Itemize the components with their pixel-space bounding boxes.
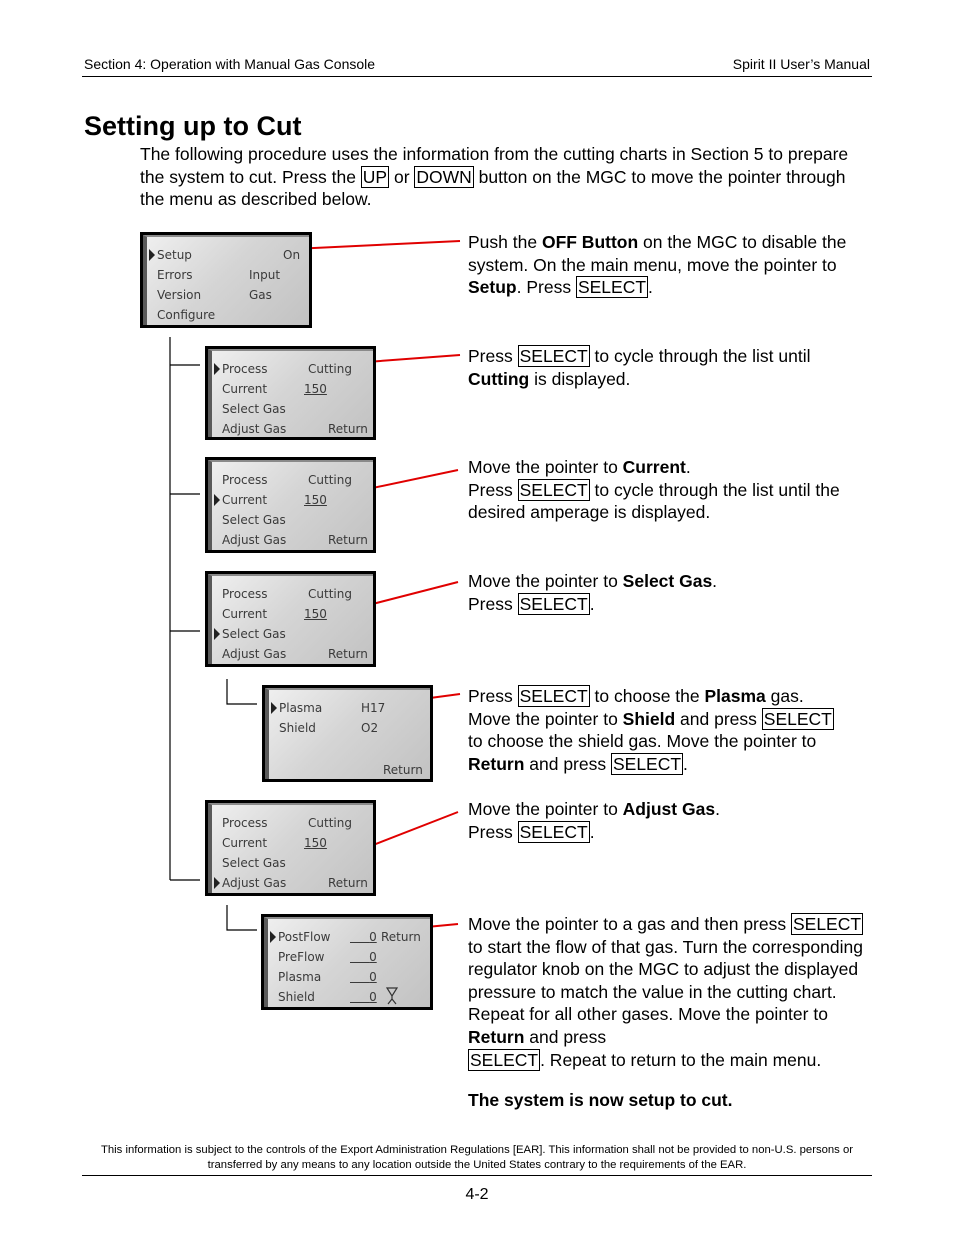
lcd-select-gas: Select Gas [222,513,286,527]
lcd-process-menu-current [205,457,376,553]
lcd-current: Current [222,493,268,507]
lcd-shield-value: O2 [361,721,379,735]
select-button-ref: SELECT [763,708,832,729]
footer-rule [82,1175,872,1176]
lcd-plasma: Plasma [279,701,323,715]
lcd-process: Process [222,362,268,376]
lcd-adjust-gas: Adjust Gas [222,876,287,890]
lcd-current: Current [222,382,268,396]
select-button-ref: SELECT [519,686,588,706]
branch-adjust-screen [227,905,257,930]
lcd-preflow-value: 0 [369,950,377,964]
lcd-process-menu-adjust-gas [205,800,376,896]
intro-text-2: button on the MGC to move the pointer through the menu as described below. [140,166,846,209]
lcd-shield: Shield [279,721,316,735]
up-button-ref: UP [362,166,388,187]
lcd-errors: Errors [157,268,193,282]
select-button-ref: SELECT [519,821,588,842]
down-button-ref: DOWN [416,166,472,187]
lcd-return: Return [328,422,368,436]
lcd-process: Process [222,473,268,487]
step-6-text: Move the pointer to Adjust Gas. Press SELECT . [468,799,720,842]
lcd-adjust-gas: Adjust Gas [222,422,287,436]
lcd-adjust-gas: Adjust Gas [222,533,287,547]
lcd-current: Current [222,607,268,621]
lcd-return: Return [328,647,368,661]
lcd-amps: 150 [304,382,327,396]
lcd-plasma-value: H17 [361,701,386,715]
lcd-process: Process [222,587,268,601]
menu-pointer-icon [214,877,220,889]
intro-or: or [389,166,415,187]
step-4-text: Move the pointer to Select Gas. Press SELECT . [468,571,718,614]
lcd-cutting: Cutting [308,587,352,601]
intro-text-1: The following procedure uses the information from the cutting charts in Section 5 to prepare the system to cut. Press the [140,144,849,187]
lcd-return: Return [328,533,368,547]
select-button-ref: SELECT [519,479,588,500]
lcd-on: On [283,248,301,262]
lcd-process-menu-process [205,346,376,440]
lcd-select-gas: Select Gas [222,627,286,641]
gas-valve-icon [386,987,398,1011]
export-control-notice: This information is subject to the controls of the Export Administration Regulations [EAR]. This information shall not be provided to non-U.S. persons or transferred by any means to any location outside the United States contrary to the requirements of the EAR. [100,1144,854,1171]
lcd-amps: 150 [304,607,327,621]
select-button-ref: SELECT [792,914,862,934]
lcd-select-gas: Select Gas [222,856,286,870]
lcd-shield: Shield [278,990,315,1004]
lcd-version: Version [157,288,202,302]
lcd-adjust-gas-screen [261,914,433,1010]
menu-pointer-icon [271,702,277,714]
lcd-configure: Configure [157,308,216,322]
page-title: Setting up to Cut [84,111,302,141]
lcd-amps: 150 [304,836,327,850]
lcd-postflow: PostFlow [278,930,331,944]
select-button-ref: SELECT [519,593,588,614]
lcd-adjust-gas: Adjust Gas [222,647,287,661]
step-5-text: Press SELECT to choose the Plasma gas. Move the pointer to Shield and press SELECT to choose the shield gas. Move the pointer to Return and press SELECT . [468,686,832,774]
menu-pointer-icon [149,249,155,261]
branch-gas-screen [227,679,257,704]
lcd-return: Return [383,763,423,777]
step-7-text: Move the pointer to a gas and then press SELECT to start the flow of that gas. Turn the corresponding regulator knob on the MGC to adjust the displayed pressure to match the value in the cutting chart. Repeat for all other gases. Move the pointer to Return and press SELECT . Repeat to return to the main menu. [468,914,863,1070]
lcd-input-gas: Input Gas [249,268,281,302]
lcd-process: Process [222,816,268,830]
step-2-text: Press SELECT to cycle through the list until Cutting is displayed. [468,346,811,389]
lcd-shield-value: 0 [369,990,377,1004]
lcd-setup: Setup [157,248,192,262]
lcd-main-menu [140,232,312,328]
lcd-gas-select [262,685,433,782]
lcd-plasma: Plasma [278,970,322,984]
select-button-ref: SELECT [612,753,682,774]
lcd-plasma-value: 0 [369,970,377,984]
menu-pointer-icon [270,931,276,943]
lcd-process-menu-select-gas [205,571,376,667]
lcd-postflow-value: 0 [369,930,377,944]
lcd-select-gas: Select Gas [222,402,286,416]
lcd-preflow: PreFlow [278,950,325,964]
lcd-return: Return [328,876,368,890]
lcd-current: Current [222,836,268,850]
running-header-section: Section 4: Operation with Manual Gas Console [84,56,376,72]
select-button-ref: SELECT [470,1049,539,1070]
select-button-ref: SELECT [577,277,647,298]
lcd-cutting: Cutting [308,362,352,376]
menu-pointer-icon [214,494,220,506]
page-number: 4-2 [465,1186,489,1203]
running-header-manual: Spirit II User’s Manual [732,56,870,72]
step-3-text: Move the pointer to Current. Press SELECT to cycle through the list until the desired amperage is displayed. [468,457,840,523]
step-1-text: Push the OFF Button on the MGC to disable the system. On the main menu, move the pointer to Setup. Press SELECT . [468,232,847,298]
lcd-return: Return [381,930,421,944]
lcd-cutting: Cutting [308,816,352,830]
menu-pointer-icon [214,363,220,375]
lcd-amps: 150 [304,493,327,507]
completion-note: The system is now setup to cut. [468,1090,733,1110]
select-button-ref: SELECT [519,346,588,366]
menu-pointer-icon [214,628,220,640]
lcd-cutting: Cutting [308,473,352,487]
